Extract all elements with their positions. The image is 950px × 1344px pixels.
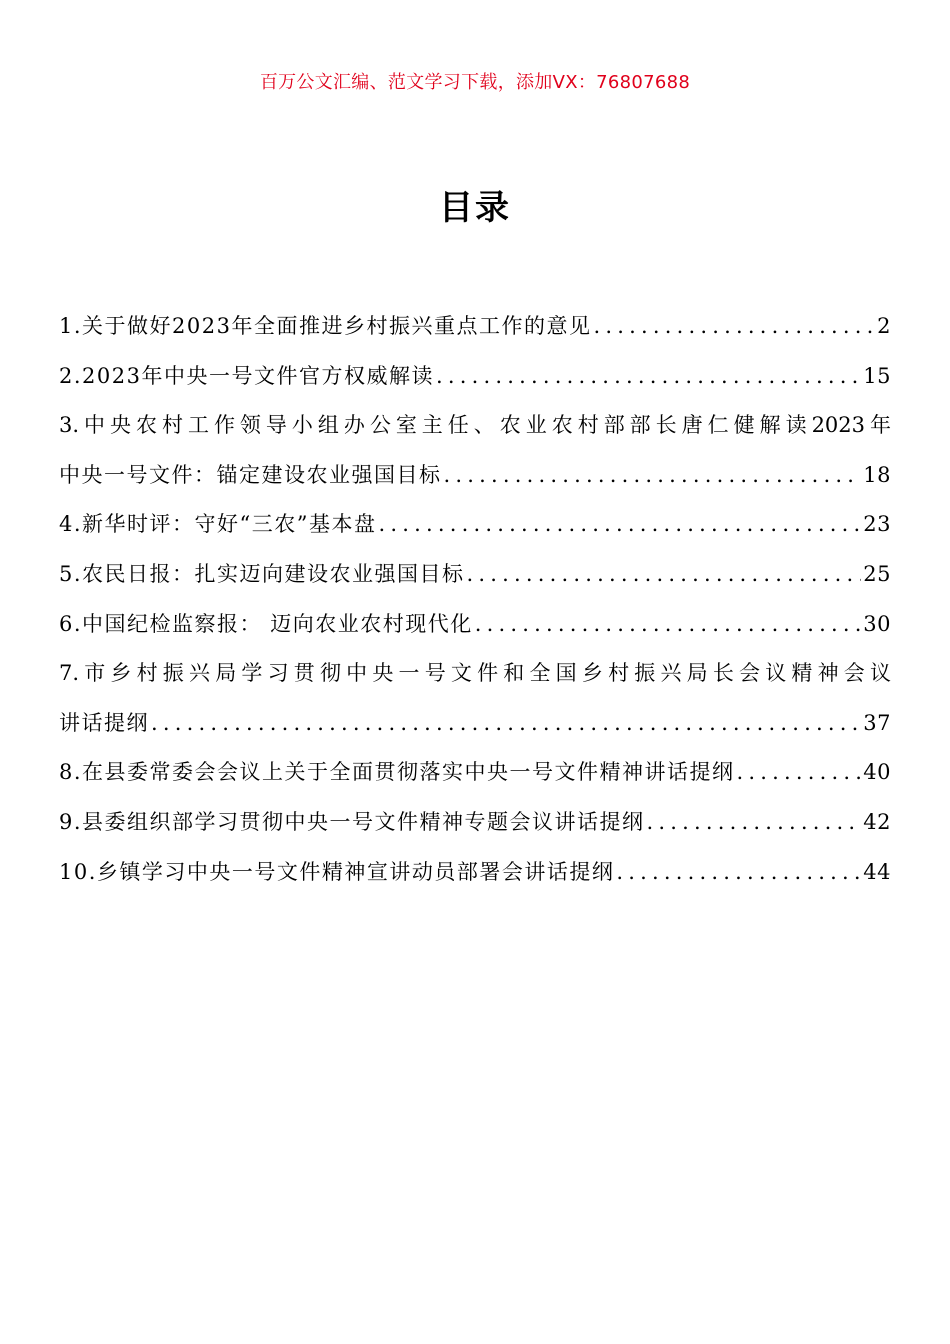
toc-title: 目录 — [439, 188, 511, 228]
toc-entry-3[interactable] — [59, 451, 891, 501]
toc-entry-text: 3.中央农村工作领导小组办公室主任、农业农村部部长唐仁健解读2023年 — [59, 413, 891, 438]
toc-page-number: 42 — [863, 809, 891, 834]
dot-leader — [436, 352, 861, 402]
toc-page-number: 30 — [863, 611, 891, 636]
toc-entry-text: 9.县委组织部学习贯彻中央一号文件精神专题会议讲话提纲 — [59, 809, 645, 834]
toc-entry-text: 中央一号文件：锚定建设农业强国目标 — [59, 462, 442, 487]
toc-entry-3-first-line[interactable] — [59, 401, 891, 451]
dot-leader — [444, 451, 862, 501]
toc-entry-1[interactable] — [59, 302, 891, 352]
dot-leader — [616, 848, 861, 898]
toc-entry-8[interactable] — [59, 748, 891, 798]
toc-page-number: 2 — [877, 314, 891, 338]
table-of-contents — [59, 302, 891, 897]
toc-entry-4[interactable] — [59, 500, 891, 550]
toc-entry-text: 6.中国纪检监察报： 迈向农业农村现代化 — [59, 611, 473, 636]
toc-entry-text: 5.农民日报：扎实迈向建设农业强国目标 — [59, 561, 465, 586]
toc-page-number: 37 — [863, 710, 891, 735]
toc-page-number: 44 — [863, 859, 891, 884]
toc-entry-2[interactable] — [59, 352, 891, 402]
toc-page-number: 18 — [863, 462, 891, 487]
toc-entry-7-first-line[interactable] — [59, 649, 891, 699]
dot-leader — [475, 600, 862, 650]
toc-entry-text: 1.关于做好2023年全面推进乡村振兴重点工作的意见 — [59, 314, 592, 338]
dot-leader — [593, 302, 875, 352]
dot-leader — [151, 699, 861, 749]
toc-page-number: 23 — [863, 512, 891, 537]
toc-entry-7[interactable] — [59, 699, 891, 749]
dot-leader — [379, 500, 862, 550]
header-contact-note: 百万公文汇编、范文学习下载，添加VX：76807688 — [259, 72, 691, 93]
toc-entry-text: 4.新华时评：守好“三农”基本盘 — [59, 512, 377, 537]
toc-page-number: 15 — [863, 363, 891, 388]
toc-entry-text: 7.市乡村振兴局学习贯彻中央一号文件和全国乡村振兴局长会议精神会议 — [59, 661, 891, 686]
toc-entry-5[interactable] — [59, 550, 891, 600]
toc-entry-text: 讲话提纲 — [59, 710, 149, 735]
toc-entry-text: 2.2023年中央一号文件官方权威解读 — [59, 363, 434, 388]
toc-page-number: 25 — [863, 561, 891, 586]
toc-page-number: 40 — [863, 760, 891, 785]
toc-entry-text: 8.在县委常委会会议上关于全面贯彻落实中央一号文件精神讲话提纲 — [59, 760, 735, 785]
toc-entry-6[interactable] — [59, 600, 891, 650]
dot-leader — [647, 798, 862, 848]
toc-entry-text: 10.乡镇学习中央一号文件精神宣讲动员部署会讲话提纲 — [59, 859, 615, 884]
dot-leader — [737, 748, 862, 798]
dot-leader — [467, 550, 862, 600]
toc-entry-9[interactable] — [59, 798, 891, 848]
toc-entry-10[interactable] — [59, 848, 891, 898]
